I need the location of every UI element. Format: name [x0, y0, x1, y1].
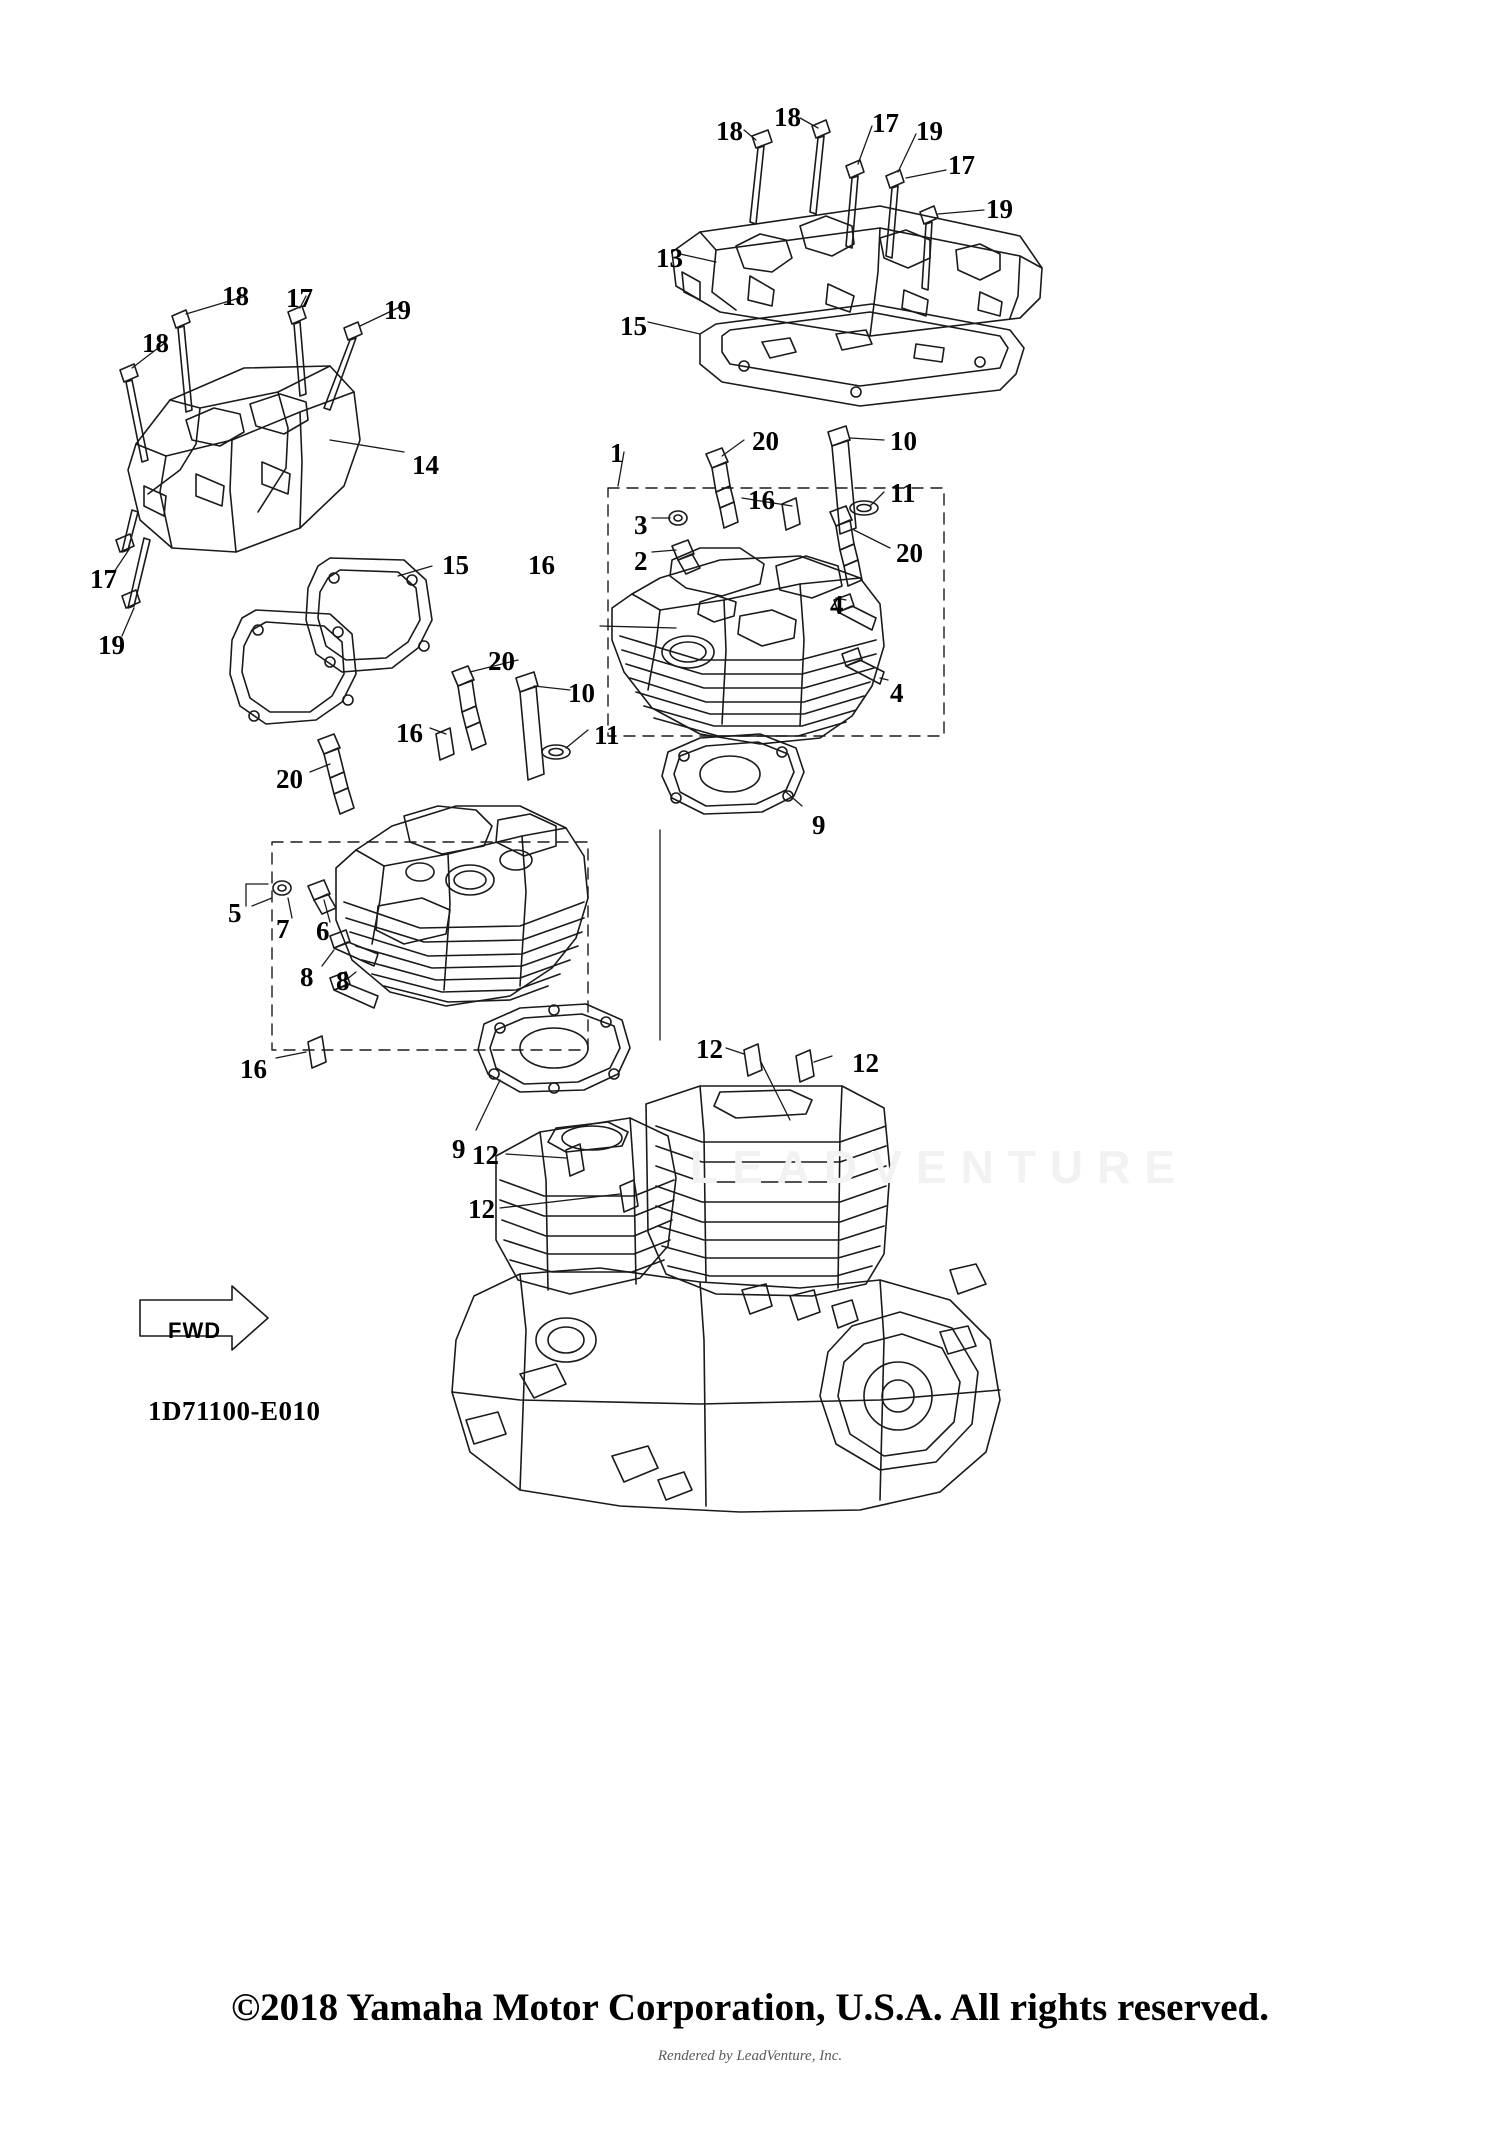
callout-15: 15 — [442, 550, 469, 580]
callout-15: 15 — [620, 311, 647, 341]
gasket-left-lower — [230, 610, 356, 724]
callout-1: 1 — [610, 438, 624, 468]
callout-17: 17 — [286, 283, 313, 313]
callout-4: 4 — [830, 590, 844, 620]
cylinder-head-right — [612, 548, 884, 744]
callout-8: 8 — [336, 966, 350, 996]
leader-lines-gasket-9-lower — [476, 1080, 500, 1130]
callout-2: 2 — [634, 546, 648, 576]
callout-18: 18 — [716, 116, 743, 146]
callout-17: 17 — [948, 150, 975, 180]
callout-17: 17 — [872, 108, 899, 138]
gasket-upper-right — [700, 304, 1024, 406]
watermark-text: LEADVENTURE — [690, 1141, 1190, 1193]
callout-11: 11 — [890, 478, 916, 508]
gasket-left-upper — [306, 558, 432, 672]
cylinder-head-left — [336, 806, 588, 1006]
callout-13: 13 — [656, 243, 683, 273]
callout-17: 17 — [90, 564, 117, 594]
callout-19: 19 — [384, 295, 411, 325]
callout-20: 20 — [752, 426, 779, 456]
callout-19: 19 — [916, 116, 943, 146]
fwd-direction-label: FWD — [168, 1318, 222, 1343]
callout-20: 20 — [488, 646, 515, 676]
copyright-notice: ©2018 Yamaha Motor Corporation, U.S.A. All rights reserved. — [230, 1986, 1269, 2029]
callout-9: 9 — [812, 810, 826, 840]
rocker-cover-upper-right — [672, 206, 1042, 336]
callout-16: 16 — [396, 718, 423, 748]
callout-16: 16 — [528, 550, 555, 580]
callout-16: 16 — [748, 485, 775, 515]
callout-12: 12 — [852, 1048, 879, 1078]
callout-4: 4 — [890, 678, 904, 708]
callout-20: 20 — [276, 764, 303, 794]
part-diagram-code: 1D71100-E010 — [148, 1396, 321, 1426]
rocker-cover-left — [128, 366, 360, 552]
callout-16: 16 — [240, 1054, 267, 1084]
callout-7: 7 — [276, 914, 290, 944]
callout-11: 11 — [594, 720, 620, 750]
callout-19: 19 — [98, 630, 125, 660]
callout-18: 18 — [222, 281, 249, 311]
callout-12: 12 — [468, 1194, 495, 1224]
leader-lines-gasket-left — [398, 566, 432, 576]
callout-10: 10 — [568, 678, 595, 708]
cylinder-gasket-lower — [478, 1004, 630, 1093]
callout-12: 12 — [696, 1034, 723, 1064]
upper-right-bolts — [750, 120, 938, 290]
assembly-box-left — [272, 842, 588, 1050]
callout-9: 9 — [452, 1134, 466, 1164]
callout-8: 8 — [300, 962, 314, 992]
callout-3: 3 — [634, 510, 648, 540]
callout-10: 10 — [890, 426, 917, 456]
callout-18: 18 — [774, 102, 801, 132]
callout-12: 12 — [472, 1140, 499, 1170]
callout-18: 18 — [142, 328, 169, 358]
callout-6: 6 — [316, 916, 330, 946]
callout-5: 5 — [228, 898, 242, 928]
callout-19: 19 — [986, 194, 1013, 224]
callout-14: 14 — [412, 450, 439, 480]
callout-20: 20 — [896, 538, 923, 568]
cylinder-gasket-upper — [662, 734, 804, 814]
rendered-by-notice: Rendered by LeadVenture, Inc. — [657, 2048, 843, 2064]
